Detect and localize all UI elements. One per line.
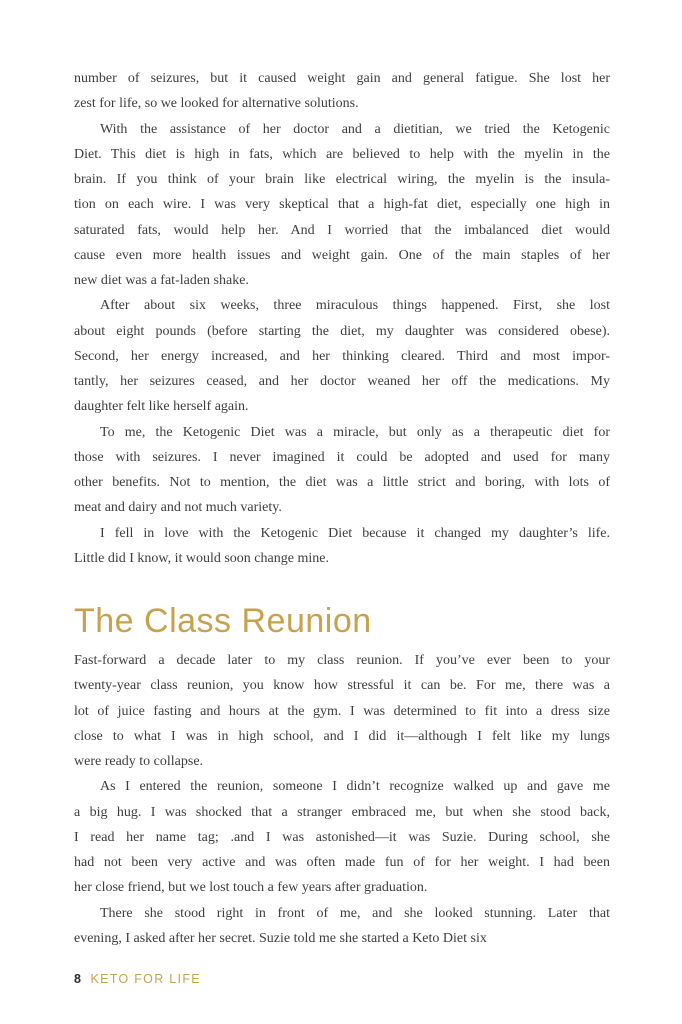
page-footer (74, 971, 201, 987)
text-line: lot of juice fasting and hours at the gym. I was determined to fit into a dress size (74, 703, 610, 719)
paragraph (74, 774, 610, 900)
text-line: I fell in love with the Ketogenic Diet because it changed my daughter’s life. (100, 525, 610, 541)
text-line: tantly, her seizures ceased, and her doctor weaned her off the medications. My (74, 374, 610, 389)
paragraph (74, 901, 610, 952)
paragraph (74, 66, 610, 117)
section-heading: The Class Reunion (74, 602, 372, 640)
text-line: Second, her energy increased, and her thinking cleared. Third and most impor- (74, 348, 610, 364)
text-line: As I entered the reunion, someone I didn’t recognize walked up and gave me (100, 779, 610, 795)
text-line: about eight pounds (before starting the diet, my daughter was considered obese). (74, 323, 610, 339)
page-number: 8 (74, 972, 82, 986)
text-line: a big hug. I was shocked that a stranger embraced me, but when she stood back, (74, 804, 610, 820)
text-line: evening, I asked after her secret. Suzie told me she started a Keto Diet six (74, 930, 487, 946)
text-line: zest for life, so we looked for alternative solutions. (74, 96, 359, 112)
page-content (74, 66, 610, 951)
text-line: had not been very active and was often made fun of for her weight. I had been (74, 855, 610, 870)
text-line: To me, the Ketogenic Diet was a miracle, but only as a therapeutic diet for (100, 424, 610, 440)
text-line: saturated fats, would help her. And I worried that the imbalanced diet would (74, 222, 610, 238)
text-line: close to what I was in high school, and I did it—although I felt like my lungs (74, 728, 610, 744)
text-line: meat and dairy and not much variety. (74, 500, 282, 516)
text-line: twenty-year class reunion, you know how stressful it can be. For me, there was a (74, 678, 610, 694)
text-line: cause even more health issues and weight gain. One of the main staples of her (74, 247, 610, 263)
running-book-title: KETO FOR LIFE (90, 972, 201, 986)
text-line: other benefits. Not to mention, the diet was a little strict and boring, with lots of (74, 475, 610, 490)
text-line: new diet was a fat-laden shake. (74, 273, 249, 288)
text-line: With the assistance of her doctor and a dietitian, we tried the Ketogenic (100, 121, 610, 137)
text-line: Little did I know, it would soon change mine. (74, 550, 329, 566)
paragraph (74, 648, 610, 774)
text-line: After about six weeks, three miraculous things happened. First, she lost (100, 298, 610, 314)
text-line: number of seizures, but it caused weight gain and general fatigue. She lost her (74, 71, 610, 86)
text-line: were ready to collapse. (74, 754, 204, 769)
text-line: tion on each wire. I was very skeptical that a high-fat diet, especially one high in (74, 197, 610, 213)
paragraph (74, 521, 610, 572)
text-line: Fast-forward a decade later to my class reunion. If you’ve ever been to your (74, 653, 610, 668)
body-text-top (74, 66, 610, 571)
text-line: Diet. This diet is high in fats, which are believed to help with the myelin in the (74, 146, 610, 162)
text-line: those with seizures. I never imagined it could be adopted and used for many (74, 449, 610, 465)
paragraph (74, 293, 610, 419)
paragraph (74, 117, 610, 294)
text-line: her close friend, but we lost touch a few years after graduation. (74, 880, 428, 896)
text-line: There she stood right in front of me, and she looked stunning. Later that (100, 905, 610, 921)
body-text-bottom (74, 648, 610, 951)
paragraph (74, 420, 610, 521)
text-line: I read her name tag; .and I was astonished—it was Suzie. During school, she (74, 829, 610, 845)
text-line: daughter felt like herself again. (74, 399, 249, 415)
text-line: brain. If you think of your brain like electrical wiring, the myelin is the insula- (74, 172, 610, 187)
